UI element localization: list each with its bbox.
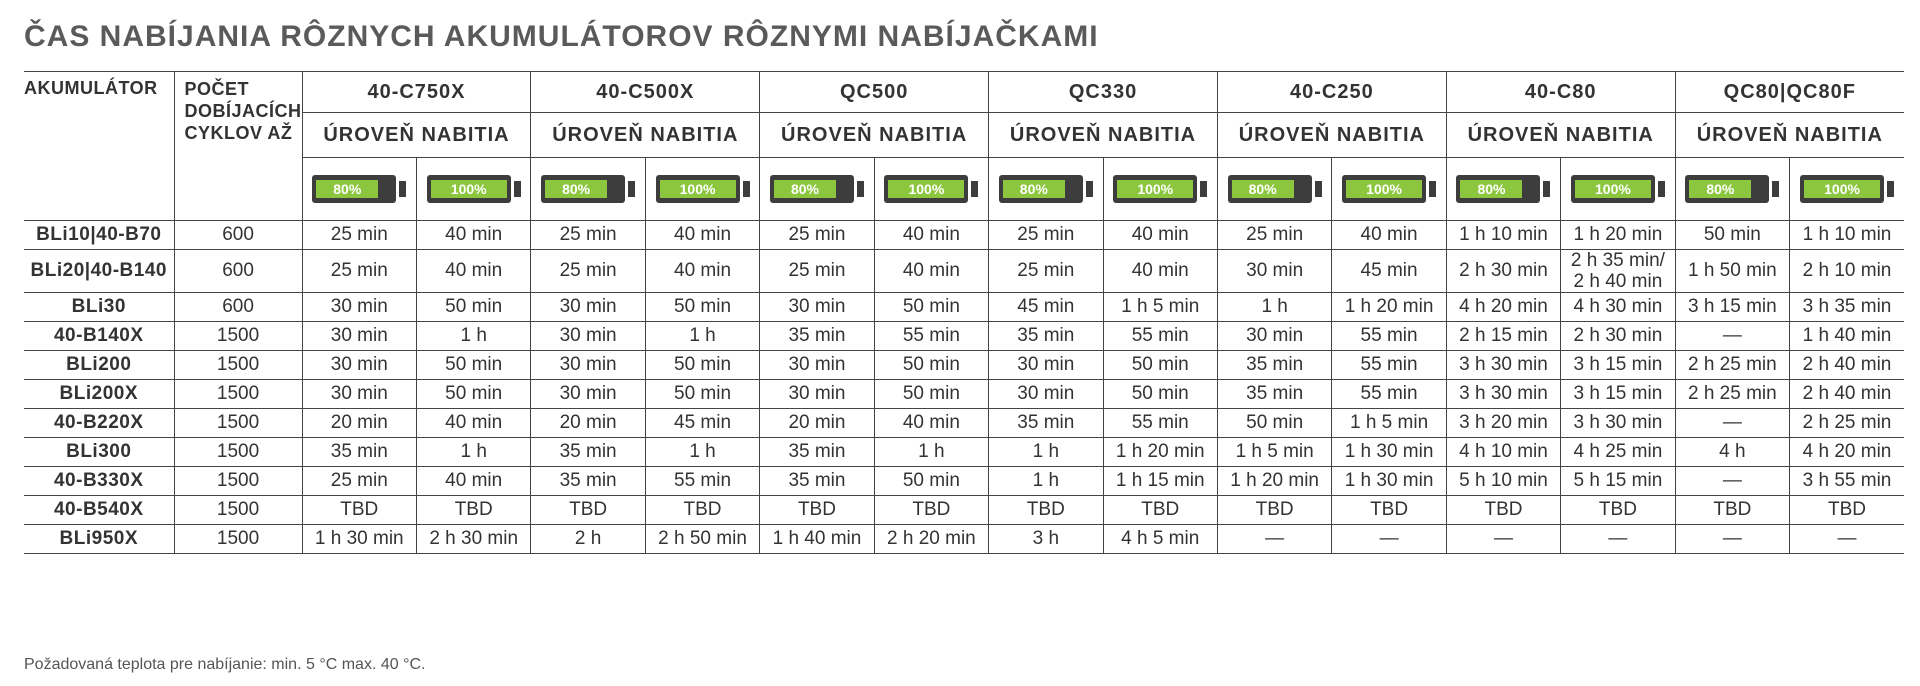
accumulator-name: 40-B540X (24, 496, 174, 525)
charge-time-cell: 1 h (989, 467, 1103, 496)
charge-time-cell: 25 min (989, 221, 1103, 250)
accumulator-name: 40-B220X (24, 409, 174, 438)
charge-time-cell: 2 h 40 min (1790, 351, 1904, 380)
charge-time-cell: TBD (989, 496, 1103, 525)
charge-time-cell: — (1217, 525, 1331, 554)
charge-time-cell: 1 h 15 min (1103, 467, 1217, 496)
charge-time-cell: — (1675, 467, 1789, 496)
battery-level-label: 80% (1460, 180, 1522, 198)
charge-time-cell: 40 min (645, 250, 759, 293)
charge-time-cell: 2 h 25 min (1675, 380, 1789, 409)
charge-time-cell: 25 min (989, 250, 1103, 293)
charge-time-cell: 35 min (531, 467, 645, 496)
charge-time-cell: 1 h 20 min (1217, 467, 1331, 496)
charge-time-cell: — (1332, 525, 1446, 554)
charge-time-cell: 40 min (874, 250, 988, 293)
charge-time-cell: 40 min (1103, 221, 1217, 250)
charge-time-cell: 4 h 20 min (1446, 293, 1560, 322)
charge-time-cell: 1 h 30 min (1332, 438, 1446, 467)
charge-time-cell: 1 h (1217, 293, 1331, 322)
battery-level-cell (1675, 158, 1789, 221)
cycles-value: 1500 (174, 322, 302, 351)
header-charge-level: ÚROVEŇ NABITIA (302, 113, 531, 158)
cycles-value: 1500 (174, 525, 302, 554)
charge-time-cell: 3 h 55 min (1790, 467, 1904, 496)
battery-icon (656, 175, 750, 203)
charge-time-cell: 25 min (760, 250, 874, 293)
charge-time-cell: — (1675, 322, 1789, 351)
charge-time-cell: 4 h 5 min (1103, 525, 1217, 554)
battery-level-label: 80% (1689, 180, 1751, 198)
charge-time-cell: 2 h (531, 525, 645, 554)
charge-time-cell: 50 min (416, 351, 530, 380)
cycles-value: 600 (174, 293, 302, 322)
charge-time-cell: 4 h (1675, 438, 1789, 467)
cycles-value: 1500 (174, 467, 302, 496)
charge-time-cell: 2 h 50 min (645, 525, 759, 554)
table-row (24, 351, 1904, 380)
battery-icon (1228, 175, 1322, 203)
charge-time-cell: 30 min (760, 380, 874, 409)
charge-time-cell: 25 min (302, 467, 416, 496)
table-row (24, 496, 1904, 525)
table-body (24, 221, 1904, 554)
charge-time-cell: — (1561, 525, 1675, 554)
charge-time-cell: 1 h 50 min (1675, 250, 1789, 293)
battery-level-label: 80% (1232, 180, 1294, 198)
charge-time-cell: 30 min (989, 351, 1103, 380)
charge-time-cell: 1 h (416, 322, 530, 351)
charge-time-cell: 55 min (874, 322, 988, 351)
accumulator-name: 40-B140X (24, 322, 174, 351)
charge-time-cell: 1 h (645, 438, 759, 467)
charge-time-cell: 2 h 20 min (874, 525, 988, 554)
charge-time-cell: 1 h 20 min (1103, 438, 1217, 467)
battery-level-cell (874, 158, 988, 221)
charge-time-cell: 30 min (1217, 322, 1331, 351)
charge-time-cell: 30 min (302, 293, 416, 322)
header-charge-level: ÚROVEŇ NABITIA (1217, 113, 1446, 158)
battery-level-cell (1332, 158, 1446, 221)
charge-time-cell: 40 min (874, 409, 988, 438)
charge-time-cell: TBD (302, 496, 416, 525)
charge-time-cell: 25 min (1217, 221, 1331, 250)
charge-time-cell: TBD (1675, 496, 1789, 525)
header-charge-level: ÚROVEŇ NABITIA (531, 113, 760, 158)
charge-time-cell: — (1446, 525, 1560, 554)
header-cycles-line: CYKLOV AŽ (184, 123, 293, 143)
charge-time-cell: 25 min (760, 221, 874, 250)
charge-time-cell: 40 min (1332, 221, 1446, 250)
charge-time-cell: 35 min (302, 438, 416, 467)
charge-time-cell: 3 h 30 min (1446, 351, 1560, 380)
charge-time-cell: 30 min (1217, 250, 1331, 293)
charge-time-cell: 50 min (645, 380, 759, 409)
battery-icon-row (24, 158, 1904, 221)
charge-time-cell: TBD (416, 496, 530, 525)
table-row (24, 525, 1904, 554)
charge-time-cell: 30 min (989, 380, 1103, 409)
header-charge-level: ÚROVEŇ NABITIA (760, 113, 989, 158)
header-charger: 40-C80 (1446, 72, 1675, 113)
charge-time-cell: 50 min (1103, 351, 1217, 380)
charge-time-cell: TBD (760, 496, 874, 525)
cycles-value: 1500 (174, 496, 302, 525)
charge-time-cell: 40 min (645, 221, 759, 250)
battery-icon (541, 175, 635, 203)
charge-time-cell: 50 min (1217, 409, 1331, 438)
charge-time-cell: 4 h 30 min (1561, 293, 1675, 322)
charge-time-cell: 55 min (1332, 322, 1446, 351)
charge-time-cell: 30 min (531, 351, 645, 380)
cycles-value: 1500 (174, 438, 302, 467)
charge-time-cell: 45 min (1332, 250, 1446, 293)
charge-time-cell: 1 h 40 min (1790, 322, 1904, 351)
charge-time-cell: TBD (1103, 496, 1217, 525)
charge-time-cell: 3 h 30 min (1446, 380, 1560, 409)
battery-level-cell (1561, 158, 1675, 221)
charge-time-cell: 1 h 20 min (1561, 221, 1675, 250)
charge-time-cell: 1 h 10 min (1446, 221, 1560, 250)
battery-icon (1342, 175, 1436, 203)
accumulator-name: 40-B330X (24, 467, 174, 496)
battery-icon (1456, 175, 1550, 203)
battery-level-cell (1217, 158, 1331, 221)
battery-level-label: 80% (316, 180, 378, 198)
charge-time-cell: 1 h 10 min (1790, 221, 1904, 250)
battery-icon (770, 175, 864, 203)
battery-level-cell (1790, 158, 1904, 221)
charge-time-line: 2 h 40 min (1573, 271, 1663, 292)
charge-time-cell: 50 min (874, 293, 988, 322)
header-charger: QC80|QC80F (1675, 72, 1904, 113)
accumulator-name: BLi10|40-B70 (24, 221, 174, 250)
charge-time-cell: TBD (1332, 496, 1446, 525)
charge-time-cell: 30 min (531, 380, 645, 409)
charge-time-cell: 40 min (1103, 250, 1217, 293)
header-charge-level: ÚROVEŇ NABITIA (1675, 113, 1904, 158)
charge-time-cell: 1 h (645, 322, 759, 351)
charge-time-cell: 55 min (1332, 351, 1446, 380)
battery-icon (1685, 175, 1779, 203)
charge-time-cell: 35 min (760, 438, 874, 467)
charge-time-cell: 3 h 30 min (1561, 409, 1675, 438)
charge-time-cell: 30 min (302, 380, 416, 409)
charge-time-cell: 50 min (416, 293, 530, 322)
charge-time-cell: 3 h 35 min (1790, 293, 1904, 322)
cycles-value: 600 (174, 221, 302, 250)
charge-time-cell: TBD (1446, 496, 1560, 525)
charge-time-cell: 2 h 30 min (1446, 250, 1560, 293)
header-charger: QC330 (989, 72, 1218, 113)
charge-time-cell: 1 h 5 min (1103, 293, 1217, 322)
battery-icon (312, 175, 406, 203)
charge-time-cell: 30 min (302, 351, 416, 380)
charge-time-cell: — (1675, 525, 1789, 554)
charge-time-cell: 1 h 30 min (1332, 467, 1446, 496)
charge-time-cell: TBD (874, 496, 988, 525)
header-charge-level: ÚROVEŇ NABITIA (989, 113, 1218, 158)
charge-time-cell: 40 min (416, 221, 530, 250)
charge-time-cell: 2 h 10 min (1790, 250, 1904, 293)
charge-time-cell: 40 min (416, 250, 530, 293)
charge-time-cell: 3 h (989, 525, 1103, 554)
charge-time-cell: 55 min (1332, 380, 1446, 409)
charge-time-cell: 25 min (531, 221, 645, 250)
charge-time-cell: 35 min (989, 409, 1103, 438)
charge-time-cell: 35 min (760, 322, 874, 351)
charge-time-cell: 4 h 25 min (1561, 438, 1675, 467)
battery-level-label: 100% (1117, 180, 1193, 198)
charge-time-line: 2 h 35 min/ (1570, 250, 1665, 271)
charge-time-cell: 20 min (760, 409, 874, 438)
header-cycles (174, 72, 302, 221)
charge-time-cell: 50 min (645, 351, 759, 380)
charge-time-cell: 25 min (531, 250, 645, 293)
charge-time-cell: 50 min (416, 380, 530, 409)
charge-time-cell: 2 h 25 min (1790, 409, 1904, 438)
charge-time-cell: 50 min (645, 293, 759, 322)
charge-time-cell: 1 h 30 min (302, 525, 416, 554)
page-title: ČAS NABÍJANIA RÔZNYCH AKUMULÁTOROV RÔZNYMI NABÍJAČKAMI (24, 20, 1099, 53)
battery-level-label: 100% (1804, 180, 1880, 198)
charge-time-cell: 1 h (416, 438, 530, 467)
charge-time-cell: 1 h 40 min (760, 525, 874, 554)
table-row (24, 322, 1904, 351)
accumulator-name: BLi950X (24, 525, 174, 554)
charge-time-cell: 50 min (874, 351, 988, 380)
footnote: Požadovaná teplota pre nabíjanie: min. 5 °C max. 40 °C. (24, 656, 426, 673)
header-charger: 40-C250 (1217, 72, 1446, 113)
charge-time-cell: TBD (1217, 496, 1331, 525)
charge-time-cell: 2 h 40 min (1790, 380, 1904, 409)
charge-time-cell: 25 min (302, 221, 416, 250)
charge-time-cell: 4 h 20 min (1790, 438, 1904, 467)
charge-time-cell: 30 min (760, 293, 874, 322)
battery-icon (884, 175, 978, 203)
charge-time-cell: 55 min (1103, 409, 1217, 438)
table-row (24, 438, 1904, 467)
cycles-value: 1500 (174, 409, 302, 438)
charge-time-cell: 55 min (645, 467, 759, 496)
charge-time-cell: 45 min (989, 293, 1103, 322)
battery-level-label: 100% (1575, 180, 1651, 198)
charge-time-cell: — (1790, 525, 1904, 554)
table-row (24, 409, 1904, 438)
charge-time-cell: 35 min (1217, 380, 1331, 409)
charge-time-cell: 20 min (302, 409, 416, 438)
header-cycles-line: POČET (184, 79, 250, 99)
battery-level-cell (1103, 158, 1217, 221)
charge-time-cell: 25 min (302, 250, 416, 293)
charge-time-cell: — (1675, 409, 1789, 438)
cycles-value: 1500 (174, 351, 302, 380)
charge-time-cell: 3 h 15 min (1675, 293, 1789, 322)
header-charge-level: ÚROVEŇ NABITIA (1446, 113, 1675, 158)
charge-time-cell: 35 min (531, 438, 645, 467)
charge-time-cell: 40 min (416, 467, 530, 496)
charge-time-cell: 5 h 10 min (1446, 467, 1560, 496)
header-charger: QC500 (760, 72, 989, 113)
charge-time-cell: 50 min (1675, 221, 1789, 250)
battery-level-cell (1446, 158, 1560, 221)
table-row (24, 293, 1904, 322)
accumulator-name: BLi300 (24, 438, 174, 467)
header-accumulator: AKUMULÁTOR (24, 72, 174, 221)
charge-time-cell: 20 min (531, 409, 645, 438)
charge-time-cell: 2 h 15 min (1446, 322, 1560, 351)
header-cycles-line: DOBÍJACÍCH (184, 101, 302, 121)
battery-level-cell (989, 158, 1103, 221)
accumulator-name: BLi30 (24, 293, 174, 322)
cycles-value: 600 (174, 250, 302, 293)
cycles-value: 1500 (174, 380, 302, 409)
charge-time-cell: 45 min (645, 409, 759, 438)
battery-icon (1571, 175, 1665, 203)
charge-time-cell: 40 min (874, 221, 988, 250)
battery-level-label: 80% (545, 180, 607, 198)
charging-time-table (24, 71, 1904, 554)
charge-time-cell: 3 h 15 min (1561, 351, 1675, 380)
battery-icon (427, 175, 521, 203)
battery-level-label: 100% (431, 180, 507, 198)
charge-time-cell: 50 min (874, 380, 988, 409)
charge-time-cell: 1 h 20 min (1332, 293, 1446, 322)
battery-level-cell (416, 158, 530, 221)
charge-time-cell: 35 min (989, 322, 1103, 351)
charge-time-cell: 35 min (1217, 351, 1331, 380)
charge-time-cell: 1 h 5 min (1217, 438, 1331, 467)
charge-time-cell: 2 h 30 min (1561, 322, 1675, 351)
charge-time-cell: 30 min (531, 322, 645, 351)
charge-time-cell: 50 min (874, 467, 988, 496)
battery-level-label: 80% (774, 180, 836, 198)
charge-time-cell: 30 min (531, 293, 645, 322)
charge-time-cell: 2 h 25 min (1675, 351, 1789, 380)
accumulator-name: BLi20|40-B140 (24, 250, 174, 293)
header-charger: 40-C750X (302, 72, 531, 113)
battery-level-cell (531, 158, 645, 221)
charge-time-cell: TBD (531, 496, 645, 525)
charge-time-cell (1561, 250, 1675, 293)
charge-time-cell: 3 h 15 min (1561, 380, 1675, 409)
charge-time-cell: TBD (1790, 496, 1904, 525)
charge-time-cell: 3 h 20 min (1446, 409, 1560, 438)
charge-time-cell: 2 h 30 min (416, 525, 530, 554)
charge-time-cell: 50 min (1103, 380, 1217, 409)
battery-level-label: 100% (1346, 180, 1422, 198)
battery-level-label: 100% (888, 180, 964, 198)
charge-time-cell: 1 h 5 min (1332, 409, 1446, 438)
charge-time-cell: 1 h (874, 438, 988, 467)
battery-icon (1800, 175, 1894, 203)
table-header (24, 72, 1904, 221)
charge-time-cell: 4 h 10 min (1446, 438, 1560, 467)
charge-time-cell: 5 h 15 min (1561, 467, 1675, 496)
table-row (24, 467, 1904, 496)
charge-time-cell: 1 h (989, 438, 1103, 467)
header-charger: 40-C500X (531, 72, 760, 113)
battery-level-cell (302, 158, 416, 221)
table-row (24, 380, 1904, 409)
charge-time-cell: 40 min (416, 409, 530, 438)
battery-level-label: 80% (1003, 180, 1065, 198)
charge-time-cell: 35 min (760, 467, 874, 496)
battery-level-cell (760, 158, 874, 221)
battery-level-label: 100% (660, 180, 736, 198)
charge-time-cell: 30 min (760, 351, 874, 380)
accumulator-name: BLi200X (24, 380, 174, 409)
charge-time-cell: 30 min (302, 322, 416, 351)
battery-icon (1113, 175, 1207, 203)
charge-time-cell: 55 min (1103, 322, 1217, 351)
battery-icon (999, 175, 1093, 203)
charge-time-cell: TBD (645, 496, 759, 525)
battery-level-cell (645, 158, 759, 221)
table-row (24, 221, 1904, 250)
accumulator-name: BLi200 (24, 351, 174, 380)
charge-time-cell: TBD (1561, 496, 1675, 525)
table-row (24, 250, 1904, 293)
